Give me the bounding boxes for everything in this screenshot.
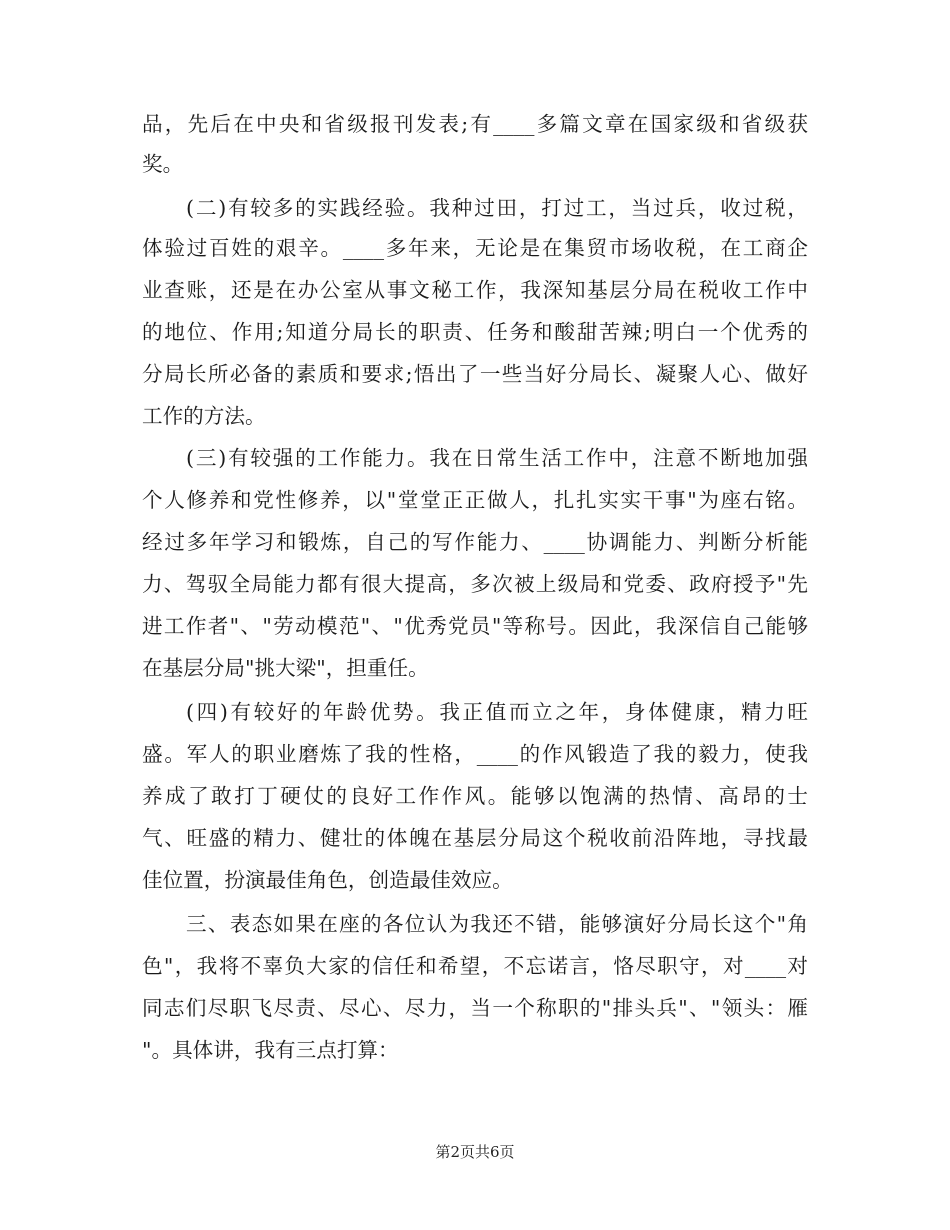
text-line: 奖。 — [142, 152, 184, 176]
section-heading-3: 三、表态如果在座的各位认为我还不错，能够演好分局长这个"角 — [186, 912, 808, 936]
text-line: 盛。军人的职业磨炼了我的性格，____的作风锻造了我的毅力，使我 — [142, 742, 808, 766]
text-line: 在基层分局"挑大梁"，担重任。 — [142, 656, 429, 680]
text-line: 进工作者"、"劳动模范"、"优秀党员"等称号。因此，我深信自己能够 — [142, 614, 808, 638]
text-line: 工作的方法。 — [142, 404, 266, 428]
page-number-footer: 第2页共6页 — [435, 1143, 515, 1161]
text-line: 的地位、作用;知道分局长的职责、任务和酸甜苦辣;明白一个优秀的 — [142, 320, 808, 344]
paragraph-heading-4: (四)有较好的年龄优势。我正值而立之年，身体健康，精力旺 — [186, 700, 808, 724]
text-line: 品，先后在中央和省级报刊发表;有____多篇文章在国家级和省级获 — [142, 112, 808, 136]
text-line: 佳位置，扮演最佳角色，创造最佳效应。 — [142, 868, 513, 892]
text-line: 个人修养和党性修养，以"堂堂正正做人，扎扎实实干事"为座右铭。 — [142, 488, 808, 512]
text-line: 色"，我将不辜负大家的信任和希望，不忘诺言，恪尽职守，对____对 — [142, 954, 808, 978]
text-line: 分局长所必备的素质和要求;悟出了一些当好分局长、凝聚人心、做好 — [142, 362, 808, 386]
text-line: "。具体讲，我有三点打算： — [142, 1038, 399, 1062]
text-line: 业查账，还是在办公室从事文秘工作，我深知基层分局在税收工作中 — [142, 278, 808, 302]
text-line: 体验过百姓的艰辛。____多年来，无论是在集贸市场收税，在工商企 — [142, 236, 808, 260]
text-line: 力、驾驭全局能力都有很大提高，多次被上级局和党委、政府授予"先 — [142, 572, 808, 596]
text-line: 气、旺盛的精力、健壮的体魄在基层分局这个税收前沿阵地，寻找最 — [142, 826, 808, 850]
text-line: 同志们尽职飞尽责、尽心、尽力，当一个称职的"排头兵"、"领头：雁 — [142, 996, 808, 1020]
paragraph-heading-3: (三)有较强的工作能力。我在日常生活工作中，注意不断地加强 — [186, 446, 808, 470]
text-line: 养成了敢打丁硬仗的良好工作作风。能够以饱满的热情、高昂的士 — [142, 784, 808, 808]
text-line: 经过多年学习和锻炼，自己的写作能力、____协调能力、判断分析能 — [142, 530, 808, 554]
paragraph-heading-2: (二)有较多的实践经验。我种过田，打过工，当过兵，收过税， — [186, 196, 808, 220]
